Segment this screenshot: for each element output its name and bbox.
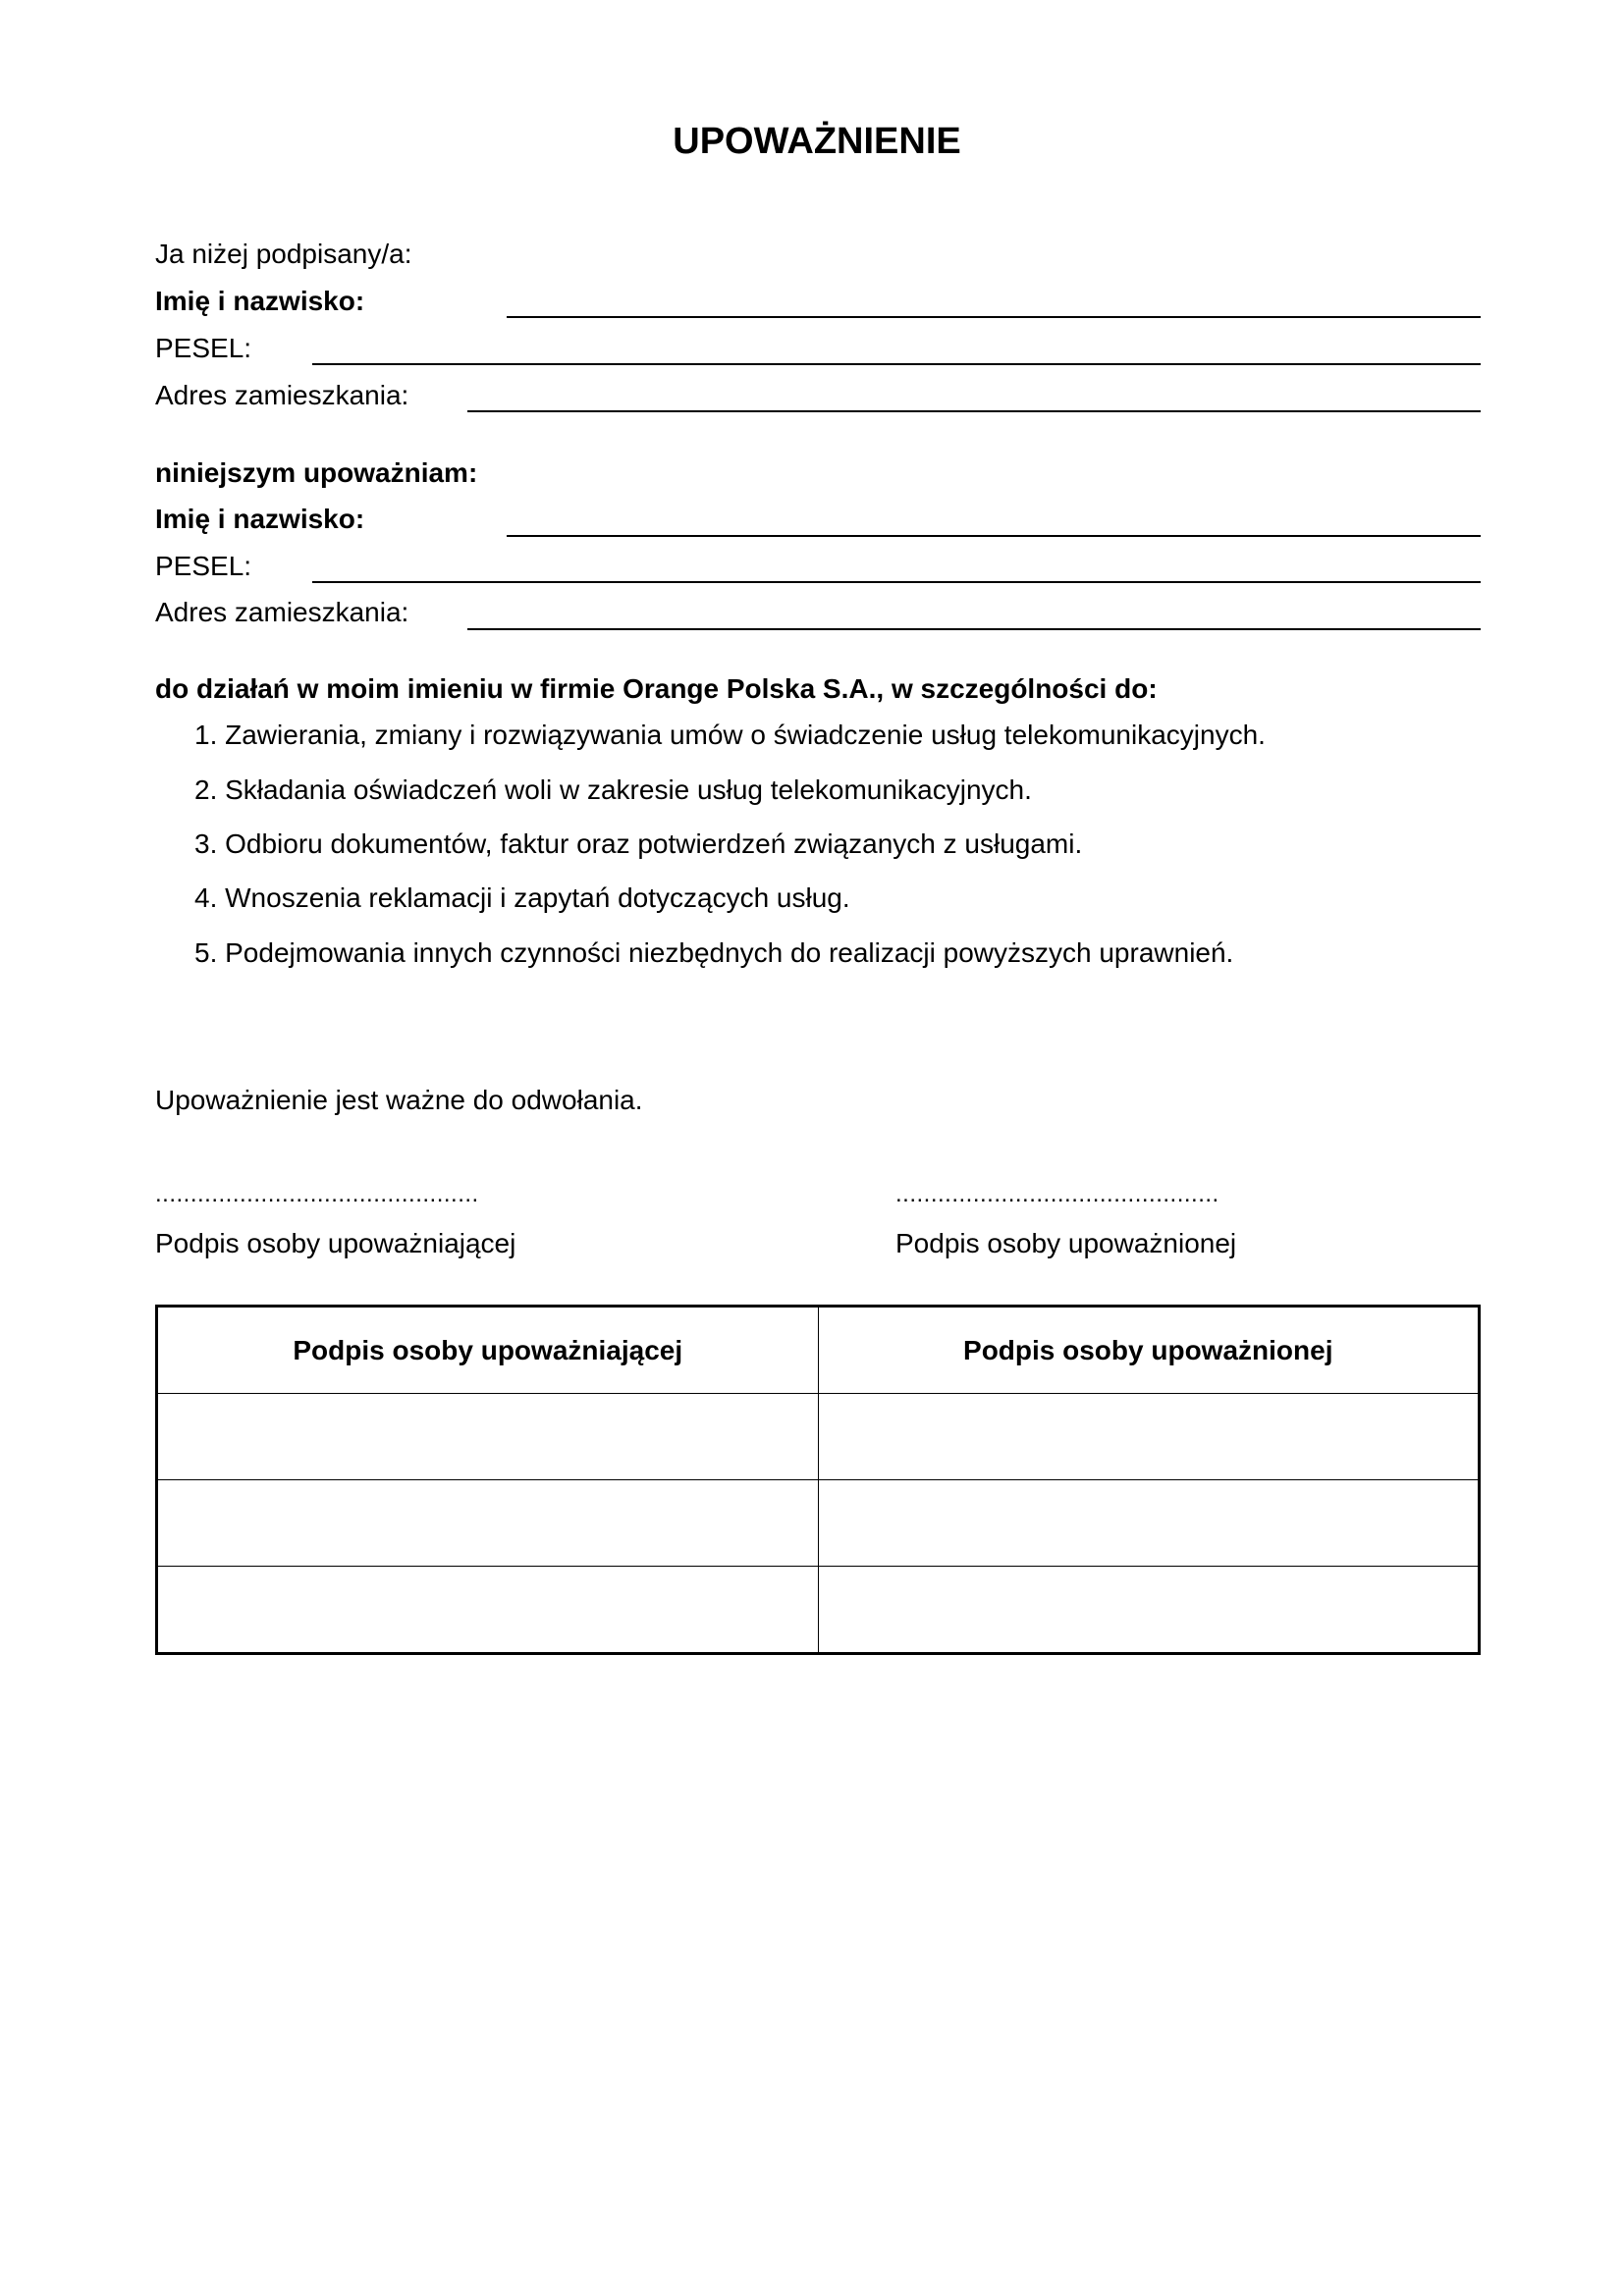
table-cell[interactable] [157, 1480, 819, 1567]
table-cell[interactable] [818, 1480, 1480, 1567]
table-row [157, 1567, 1480, 1654]
scope-item-5: 5. Podejmowania innych czynności niezbędnych do realizacji powyższych uprawnień. [194, 937, 1234, 968]
table-cell[interactable] [818, 1394, 1480, 1480]
table-row [157, 1394, 1480, 1480]
scope-item-4: 4. Wnoszenia reklamacji i zapytań dotyczących usług. [194, 882, 850, 913]
scope-item-1: 1. Zawierania, zmiany i rozwiązywania umów o świadczenie usług telekomunikacyjnych. [194, 720, 1266, 750]
principal-name-field[interactable] [507, 316, 1481, 318]
table-cell[interactable] [157, 1567, 819, 1654]
principal-pesel-field[interactable] [312, 363, 1481, 365]
table-cell[interactable] [818, 1567, 1480, 1654]
scope-item-3: 3. Odbioru dokumentów, faktur oraz potwierdzeń związanych z usługami. [194, 828, 1083, 859]
principal-intro: Ja niżej podpisany/a: [155, 239, 412, 269]
agent-intro: niniejszym upoważniam: [155, 457, 478, 488]
principal-pesel-label: PESEL: [155, 333, 252, 363]
left-signature-dots[interactable]: .............................................. [155, 1181, 479, 1207]
table-header-cell: Podpis osoby upoważnionej [818, 1307, 1480, 1394]
validity-note: Upoważnienie jest ważne do odwołania. [155, 1085, 643, 1115]
agent-pesel-label: PESEL: [155, 551, 252, 581]
agent-pesel-field[interactable] [312, 581, 1481, 583]
table-row [157, 1480, 1480, 1567]
scope-heading: do działań w moim imieniu w firmie Orange Polska S.A., w szczególności do: [155, 673, 1158, 704]
principal-address-field[interactable] [467, 410, 1481, 412]
left-signature-label: Podpis osoby upoważniającej [155, 1228, 516, 1258]
document-title: UPOWAŻNIENIE [673, 121, 961, 162]
principal-address-label: Adres zamieszkania: [155, 380, 409, 410]
table-header-row [157, 1307, 1480, 1394]
agent-name-field[interactable] [507, 535, 1481, 537]
scope-item-2: 2. Składania oświadczeń woli w zakresie usług telekomunikacyjnych. [194, 774, 1032, 805]
agent-address-field[interactable] [467, 628, 1481, 630]
right-signature-dots[interactable]: .............................................. [895, 1181, 1219, 1207]
principal-name-label: Imię i nazwisko: [155, 286, 365, 316]
agent-name-label: Imię i nazwisko: [155, 504, 365, 534]
table-cell[interactable] [157, 1394, 819, 1480]
right-signature-label: Podpis osoby upoważnionej [895, 1228, 1237, 1258]
table-header-cell: Podpis osoby upoważniającej [157, 1307, 819, 1394]
agent-address-label: Adres zamieszkania: [155, 597, 409, 627]
signature-table [155, 1305, 1481, 1655]
